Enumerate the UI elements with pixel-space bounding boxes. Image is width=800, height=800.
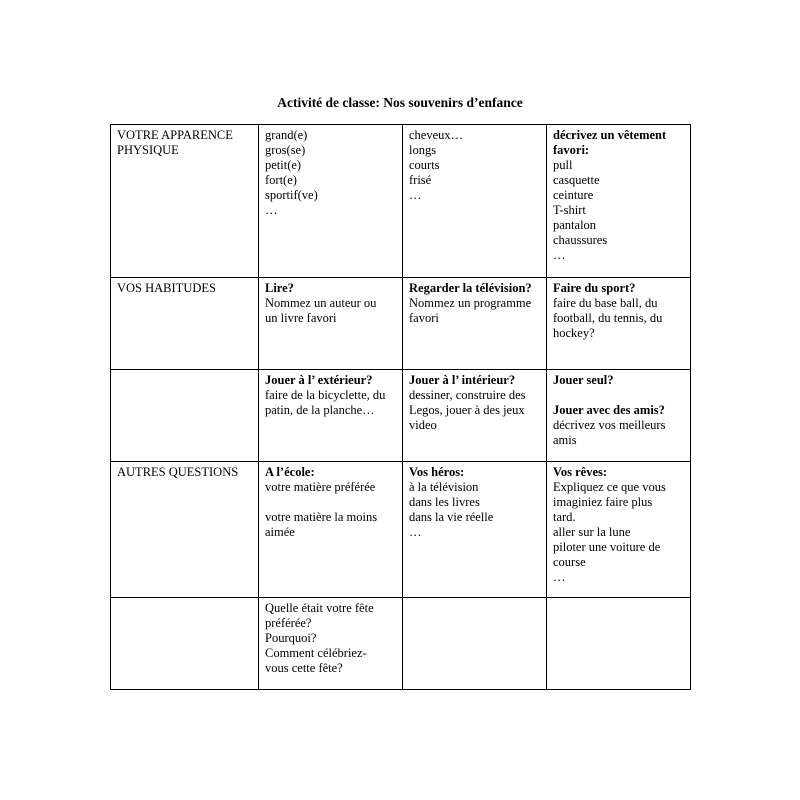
cell-heading: Jouer avec des amis? bbox=[553, 403, 665, 417]
list-item: … bbox=[265, 203, 278, 217]
list-item: votre matière préférée bbox=[265, 480, 376, 494]
list-item: à la télévision bbox=[409, 480, 479, 494]
list-item: vous cette fête? bbox=[265, 661, 343, 675]
cell-heading: A l’école: bbox=[265, 465, 315, 479]
list-item: aller sur la lune bbox=[553, 525, 631, 539]
list-item: Comment célébriez- bbox=[265, 646, 367, 660]
cell-hair bbox=[403, 125, 547, 278]
table-row-habits bbox=[111, 278, 691, 370]
table-row-other-questions bbox=[111, 462, 691, 598]
list-item: course bbox=[553, 555, 586, 569]
cell-school bbox=[259, 462, 403, 598]
row-label-appearance bbox=[111, 125, 259, 278]
row-label-empty bbox=[111, 370, 259, 462]
spacer bbox=[553, 388, 684, 403]
cell-holiday bbox=[259, 598, 403, 690]
cell-heading: Lire? bbox=[265, 281, 294, 295]
cell-empty bbox=[547, 598, 691, 690]
cell-heading: Vos héros: bbox=[409, 465, 465, 479]
row-label-line: VOTRE APPARENCE bbox=[117, 128, 233, 142]
row-label-empty bbox=[111, 598, 259, 690]
list-item: petit(e) bbox=[265, 158, 302, 172]
list-item: pantalon bbox=[553, 218, 597, 232]
list-item: un livre favori bbox=[265, 311, 337, 325]
cell-heading: décrivez un vêtement bbox=[553, 128, 667, 142]
list-item: faire du base ball, du bbox=[553, 296, 658, 310]
cell-heading: Faire du sport? bbox=[553, 281, 636, 295]
list-item: sportif(ve) bbox=[265, 188, 318, 202]
list-item: fort(e) bbox=[265, 173, 297, 187]
list-item: T-shirt bbox=[553, 203, 586, 217]
cell-indoor bbox=[403, 370, 547, 462]
cell-heroes bbox=[403, 462, 547, 598]
list-item: longs bbox=[409, 143, 437, 157]
row-label-habits bbox=[111, 278, 259, 370]
list-item: cheveux… bbox=[409, 128, 464, 142]
row-label-line: PHYSIQUE bbox=[117, 143, 179, 157]
list-item: Nommez un programme bbox=[409, 296, 532, 310]
list-item: amis bbox=[553, 433, 577, 447]
list-item: grand(e) bbox=[265, 128, 308, 142]
list-item: ceinture bbox=[553, 188, 594, 202]
list-item: Pourquoi? bbox=[265, 631, 317, 645]
cell-heading: Regarder la télévision? bbox=[409, 281, 532, 295]
list-item: video bbox=[409, 418, 437, 432]
list-item: frisé bbox=[409, 173, 432, 187]
list-item: imaginiez faire plus bbox=[553, 495, 653, 509]
row-label-line: VOS HABITUDES bbox=[117, 281, 216, 295]
row-label-line: AUTRES QUESTIONS bbox=[117, 465, 239, 479]
list-item: tard. bbox=[553, 510, 576, 524]
cell-heading: Jouer seul? bbox=[553, 373, 614, 387]
table-row-holiday bbox=[111, 598, 691, 690]
cell-dreams bbox=[547, 462, 691, 598]
list-item: … bbox=[553, 248, 566, 262]
list-item: football, du tennis, du bbox=[553, 311, 663, 325]
list-item: aimée bbox=[265, 525, 295, 539]
list-item: hockey? bbox=[553, 326, 595, 340]
cell-size-adjectives bbox=[259, 125, 403, 278]
list-item: préférée? bbox=[265, 616, 312, 630]
list-item: patin, de la planche… bbox=[265, 403, 375, 417]
cell-reading bbox=[259, 278, 403, 370]
list-item: … bbox=[553, 570, 566, 584]
cell-heading: Vos rêves: bbox=[553, 465, 608, 479]
cell-outdoor bbox=[259, 370, 403, 462]
list-item: Expliquez ce que vous bbox=[553, 480, 666, 494]
list-item: Quelle était votre fête bbox=[265, 601, 374, 615]
list-item: dans les livres bbox=[409, 495, 480, 509]
list-item: décrivez vos meilleurs bbox=[553, 418, 666, 432]
row-label-other bbox=[111, 462, 259, 598]
cell-alone-friends bbox=[547, 370, 691, 462]
list-item: … bbox=[409, 188, 422, 202]
list-item: favori bbox=[409, 311, 439, 325]
activity-table bbox=[110, 124, 691, 690]
cell-heading: Jouer à l’ intérieur? bbox=[409, 373, 516, 387]
table-row-appearance bbox=[111, 125, 691, 278]
cell-heading: Jouer à l’ extérieur? bbox=[265, 373, 373, 387]
cell-sport bbox=[547, 278, 691, 370]
spacer bbox=[265, 495, 396, 510]
list-item: faire de la bicyclette, du bbox=[265, 388, 386, 402]
list-item: chaussures bbox=[553, 233, 608, 247]
list-item: … bbox=[409, 525, 422, 539]
list-item: dans la vie réelle bbox=[409, 510, 494, 524]
table-row-play bbox=[111, 370, 691, 462]
list-item: casquette bbox=[553, 173, 600, 187]
cell-empty bbox=[403, 598, 547, 690]
list-item: Legos, jouer à des jeux bbox=[409, 403, 525, 417]
list-item: gros(se) bbox=[265, 143, 306, 157]
cell-heading: favori: bbox=[553, 143, 590, 157]
list-item: votre matière la moins bbox=[265, 510, 378, 524]
list-item: courts bbox=[409, 158, 440, 172]
list-item: dessiner, construire des bbox=[409, 388, 526, 402]
list-item: Nommez un auteur ou bbox=[265, 296, 377, 310]
page-title: Activité de classe: Nos souvenirs d’enfance bbox=[277, 95, 523, 110]
list-item: piloter une voiture de bbox=[553, 540, 661, 554]
list-item: pull bbox=[553, 158, 573, 172]
cell-television bbox=[403, 278, 547, 370]
cell-clothing bbox=[547, 125, 691, 278]
